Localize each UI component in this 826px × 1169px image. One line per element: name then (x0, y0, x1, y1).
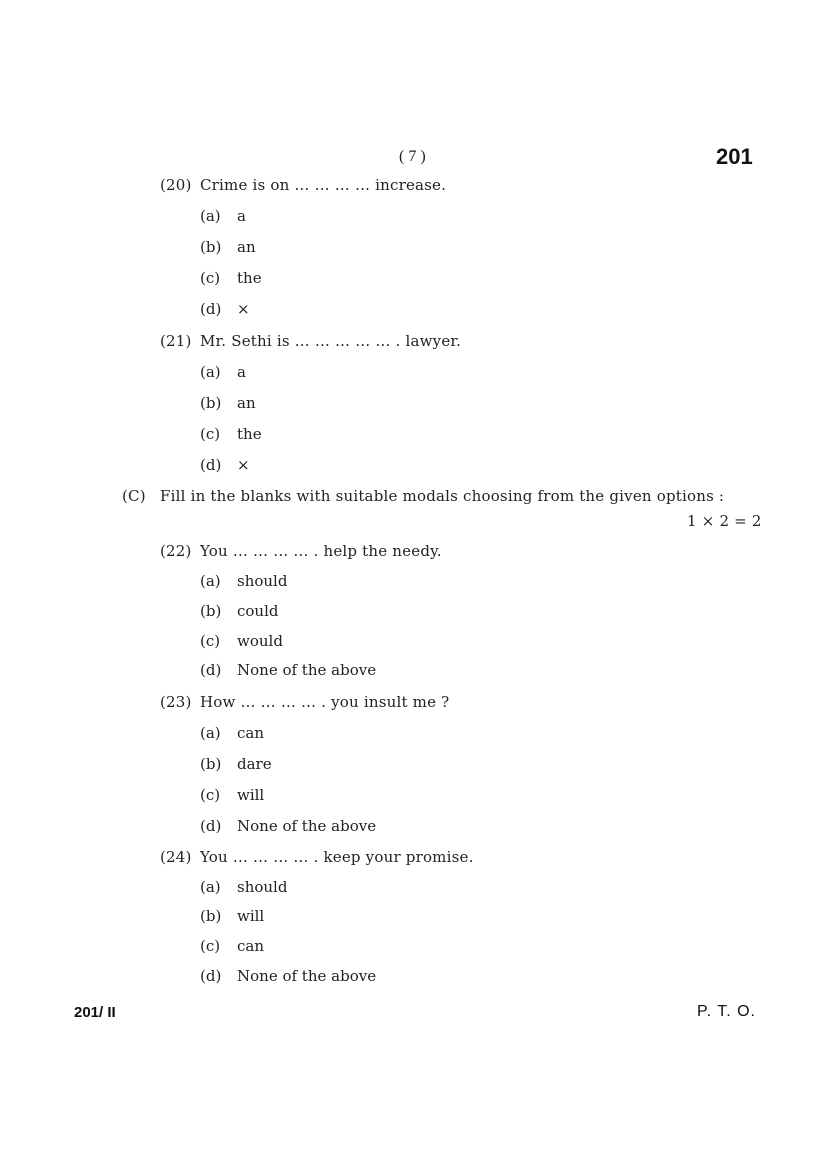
option-text: an (237, 238, 256, 256)
question-text: Mr. Sethi is … … … … … . lawyer. (200, 332, 462, 350)
option-label: (c) (200, 937, 221, 955)
question-number: (24) (160, 848, 192, 866)
option-text: None of the above (237, 661, 377, 679)
option-text: will (237, 907, 265, 925)
option-text: a (237, 363, 246, 381)
option-text: can (237, 724, 265, 742)
option-text: a (237, 207, 246, 225)
option-label: (d) (200, 817, 222, 835)
page-number: ( 7 ) (399, 148, 426, 165)
option-label: (c) (200, 632, 221, 650)
option-label: (d) (200, 456, 222, 474)
option-label: (d) (200, 967, 222, 985)
option-text: the (237, 425, 262, 443)
option-label: (b) (200, 755, 222, 773)
option-text: an (237, 394, 256, 412)
option-text: can (237, 937, 265, 955)
option-label: (c) (200, 269, 221, 287)
option-text: None of the above (237, 817, 377, 835)
option-text: × (237, 456, 250, 474)
question-number: (22) (160, 542, 192, 560)
section-label: (C) (122, 487, 146, 505)
option-label: (d) (200, 300, 222, 318)
option-text: the (237, 269, 262, 287)
footer-pto: P. T. O. (697, 1003, 756, 1020)
option-label: (b) (200, 394, 222, 412)
option-label: (a) (200, 878, 221, 896)
option-label: (c) (200, 425, 221, 443)
question-number: (21) (160, 332, 192, 350)
option-text: should (237, 878, 288, 896)
option-label: (b) (200, 907, 222, 925)
option-label: (a) (200, 207, 221, 225)
option-label: (a) (200, 572, 221, 590)
option-label: (a) (200, 363, 221, 381)
option-text: would (237, 632, 283, 650)
option-label: (c) (200, 786, 221, 804)
option-label: (a) (200, 724, 221, 742)
question-number: (23) (160, 693, 192, 711)
question-text: Crime is on … … … … increase. (200, 176, 447, 194)
question-text: You … … … … . help the needy. (200, 542, 442, 560)
question-text: How … … … … . you insult me ? (200, 693, 450, 711)
option-text: could (237, 602, 279, 620)
option-label: (b) (200, 238, 222, 256)
option-text: None of the above (237, 967, 377, 985)
footer-paper-code: 201/ II (74, 1004, 116, 1021)
option-text: × (237, 300, 250, 318)
section-instruction: Fill in the blanks with suitable modals choosing from the given options : (160, 487, 725, 505)
paper-code: 201 (716, 144, 753, 169)
question-number: (20) (160, 176, 192, 194)
option-label: (b) (200, 602, 222, 620)
option-text: dare (237, 755, 272, 773)
option-label: (d) (200, 661, 222, 679)
section-marks: 1 × 2 = 2 (687, 512, 762, 530)
question-text: You … … … … . keep your promise. (200, 848, 474, 866)
option-text: should (237, 572, 288, 590)
option-text: will (237, 786, 265, 804)
